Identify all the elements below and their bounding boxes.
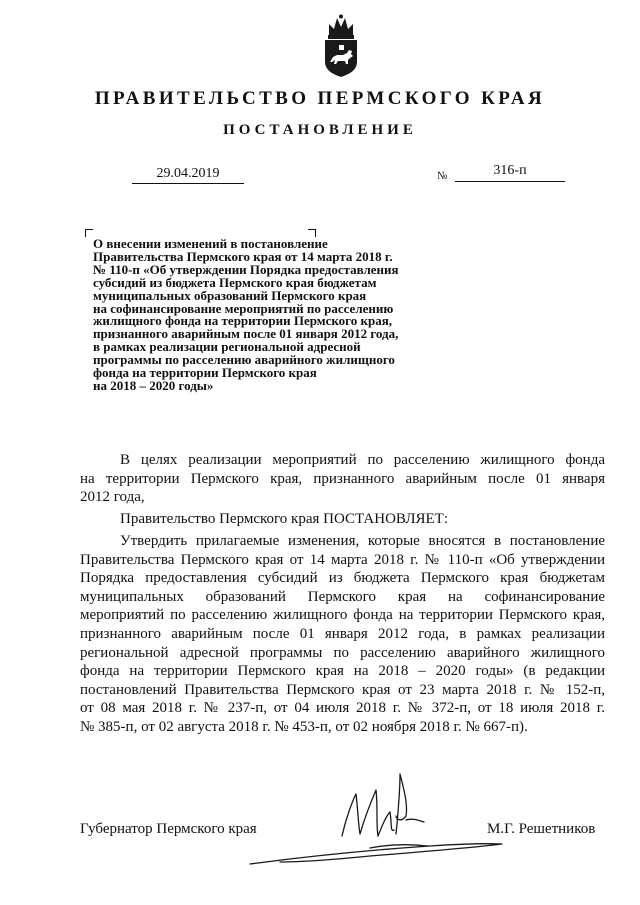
subject-line: фонда на территории Пермского края [93, 365, 317, 381]
document-subject [93, 238, 493, 393]
paragraph-line: региональной адресной программы по расселению аварийного жилищного [80, 644, 605, 661]
paragraph-line: на территории Пермского края, признанного аварийным после 01 января [80, 470, 605, 487]
subject-line: субсидий из бюджета Пермского края бюджетам [93, 274, 377, 290]
paragraph-line: фонда на территории Пермского края на 2018 – 2020 годы» (в редакции [80, 663, 605, 680]
paragraph-line: Порядка предоставления субсидий из бюджета Пермского края бюджетам [80, 570, 605, 587]
gospel-book-icon [339, 45, 344, 50]
paragraph-line: Утвердить прилагаемые изменения, которые вносятся в постановление [120, 533, 605, 549]
paragraph-approval [80, 532, 605, 737]
paragraph-line: Правительство Пермского края ПОСТАНОВЛЯЕТ: [120, 511, 449, 527]
paragraph-line: В целях реализации мероприятий по расселению жилищного фонда [120, 452, 605, 468]
subject-line: в рамках реализации региональной адресной [93, 339, 361, 355]
paragraph-line: от 08 мая 2018 г. № 237-п, от 04 июля 2018 г. № 372-п, от 18 июля 2018 г. [80, 700, 605, 717]
paragraph-line: постановлений Правительства Пермского края от 23 марта 2018 г. № 152-п, [80, 681, 605, 698]
subject-line: муниципальных образований Пермского края [93, 287, 367, 303]
subject-line: на софинансирование мероприятий по расселению [93, 300, 394, 316]
coat-of-arms-emblem [321, 14, 361, 78]
document-type: ПОСТАНОВЛЕНИЕ [223, 122, 417, 138]
subject-line: № 110-п «Об утверждении Порядка предоставления [93, 261, 399, 277]
signatory-title: Губернатор Пермского края [80, 821, 257, 837]
paragraph-resolution [120, 510, 605, 529]
paragraph-line: признанного аварийным после 01 января 2012 года, в рамках реализации [80, 625, 605, 642]
document-number: 316-п [455, 163, 565, 182]
org-title: ПРАВИТЕЛЬСТВО ПЕРМСКОГО КРАЯ [94, 88, 546, 109]
signatory-name: М.Г. Решетников [487, 821, 596, 837]
subject-line: программы по расселению аварийного жилищного [93, 352, 395, 368]
crown-icon [328, 15, 354, 40]
paragraph-line: мероприятий по расселению жилищного фонда на территории Пермского края, [80, 607, 605, 624]
paragraph-line: Правительства Пермского края от 14 марта 2018 г. № 110-п «Об утверждении [80, 551, 605, 568]
subject-line: Правительства Пермского края от 14 марта 2018 г. [93, 248, 393, 264]
subject-line: на 2018 – 2020 годы» [93, 377, 214, 393]
subject-line: жилищного фонда на территории Пермского края, [93, 313, 393, 329]
paragraph-line: № 385-п, от 02 августа 2018 г. № 453-п, от 02 ноября 2018 г. № 667-п). [80, 718, 528, 735]
paragraph-line: муниципальных образований Пермского края на софинансирование [80, 588, 605, 605]
subject-corner-left [85, 229, 93, 237]
number-sign: № [437, 170, 448, 182]
subject-line: О внесении изменений в постановление [93, 236, 328, 251]
subject-line: признанного аварийным после 01 января 2012 года, [93, 326, 399, 342]
paragraph-line: 2012 года, [80, 489, 145, 506]
paragraph-preamble [80, 451, 605, 507]
handwritten-signature [220, 760, 520, 880]
document-date: 29.04.2019 [132, 166, 244, 184]
